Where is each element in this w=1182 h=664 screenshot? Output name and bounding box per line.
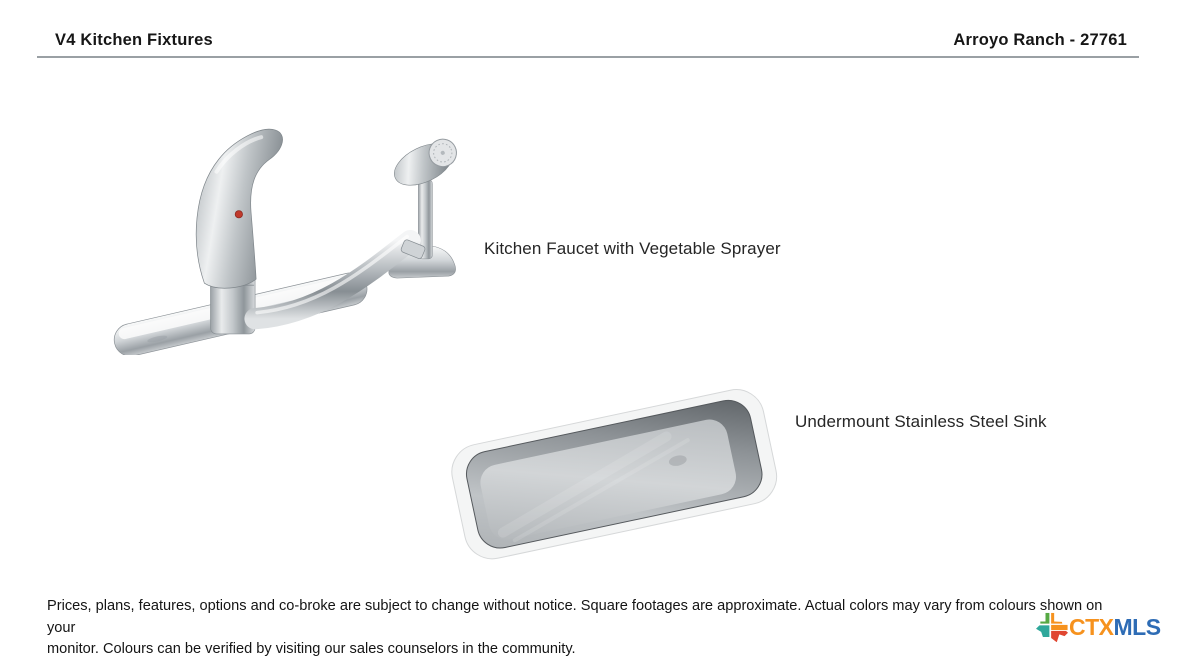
stainless-sink-image (443, 378, 788, 568)
disclaimer-line-2: monitor. Colours can be verified by visiting our sales counselors in the community. (47, 641, 576, 657)
disclaimer-text (47, 596, 1127, 661)
faucet-handle (196, 129, 282, 288)
hot-cold-indicator-dot (235, 211, 242, 218)
logo-mls: MLS (1113, 614, 1161, 640)
sink-label: Undermount Stainless Steel Sink (795, 412, 1047, 431)
faucet-label: Kitchen Faucet with Vegetable Sprayer (484, 239, 781, 258)
texas-state-icon (1036, 611, 1068, 644)
kitchen-faucet-image (103, 110, 468, 355)
page-title: V4 Kitchen Fixtures (55, 31, 213, 49)
disclaimer-line-1: Prices, plans, features, options and co-broke are subject to change without notice. Square footages are approximate. Actual colors may vary from colours shown on your (47, 598, 1103, 636)
header-divider (37, 56, 1139, 58)
sink-illustration (443, 378, 788, 568)
logo-ctx: CTX (1069, 614, 1114, 640)
ctxmls-wordmark (1069, 611, 1161, 644)
ctxmls-logo (1036, 611, 1161, 644)
project-name: Arroyo Ranch - 27761 (953, 31, 1127, 49)
faucet-illustration (103, 110, 468, 355)
